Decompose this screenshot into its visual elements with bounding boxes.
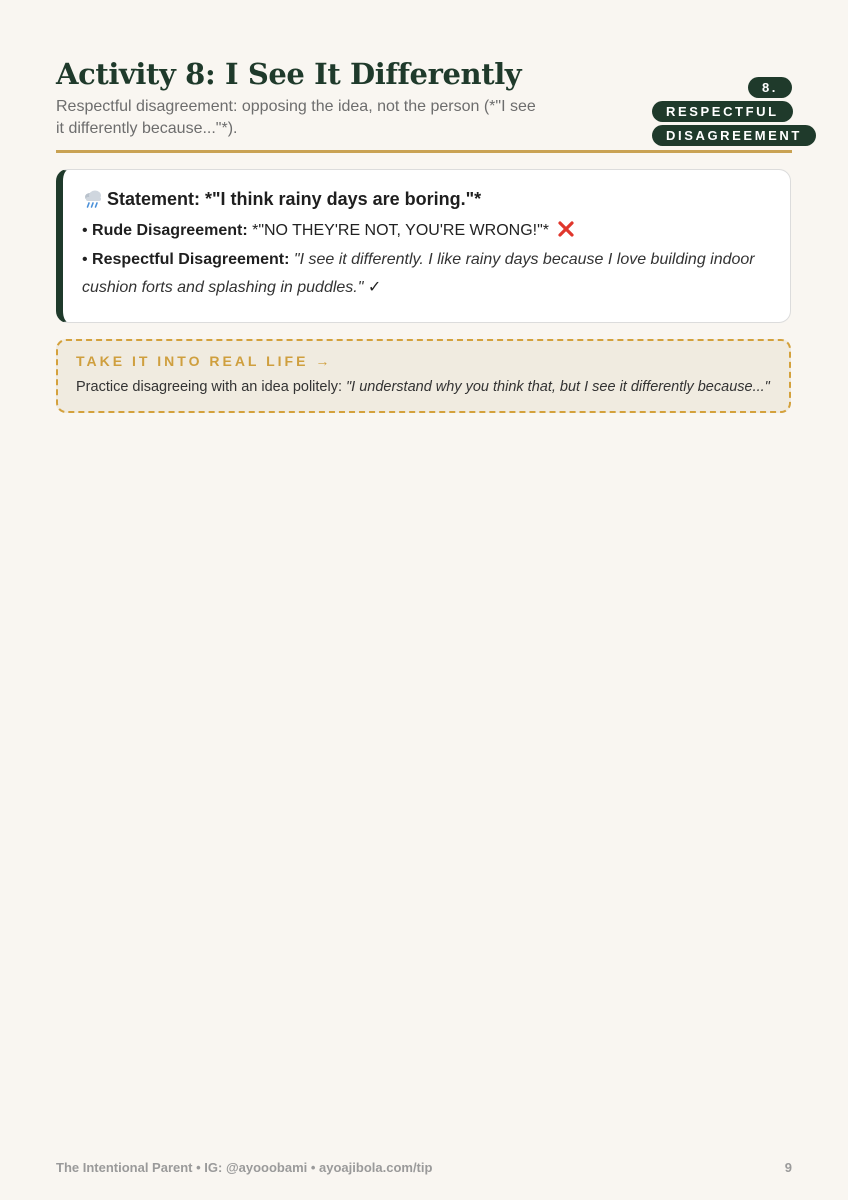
respectful-text: "I see it differently. I like rainy days because I love building indoor cushion forts and splashing in puddles." bbox=[82, 251, 755, 296]
tip-text: Practice disagreeing with an idea politely: bbox=[76, 379, 347, 395]
page-subtitle: Respectful disagreement: opposing the idea, not the person (*"I see it differently because..."*). bbox=[56, 98, 536, 137]
statement-text: Statement: *"I think rainy days are boring."* bbox=[107, 188, 482, 209]
page-title: Activity 8: I See It Differently bbox=[56, 57, 522, 91]
page-footer bbox=[56, 1160, 792, 1180]
respectful-label: Respectful Disagreement: bbox=[92, 251, 290, 268]
section-badge-label: 8. RESPECTFUL DISAGREEMENT bbox=[652, 77, 816, 146]
statement-row bbox=[82, 187, 770, 211]
section-badge bbox=[652, 76, 802, 148]
page-number: 9 bbox=[784, 1160, 792, 1175]
checkmark: ✓ bbox=[367, 279, 382, 296]
statement-card bbox=[56, 169, 791, 323]
respectful-disagreement-line bbox=[82, 246, 770, 302]
rude-label: Rude Disagreement: bbox=[92, 222, 248, 239]
bullet: • bbox=[82, 251, 93, 268]
rude-text: *"NO THEY'RE NOT, YOU'RE WRONG!"* bbox=[252, 222, 550, 239]
real-life-tip bbox=[56, 339, 791, 413]
bullet: • bbox=[82, 222, 93, 239]
rain-cloud-icon bbox=[82, 188, 104, 210]
tip-quote: "I understand why you think that, but I see it differently because..." bbox=[346, 379, 770, 395]
tip-body bbox=[76, 379, 771, 395]
page-header bbox=[56, 57, 802, 153]
tip-heading: TAKE IT INTO REAL LIFE → bbox=[76, 353, 333, 369]
footer-credits: The Intentional Parent • IG: @ayooobami • ayoajibola.com/tip bbox=[56, 1160, 433, 1175]
red-cross-icon bbox=[557, 220, 575, 238]
rude-disagreement-line bbox=[82, 217, 770, 245]
